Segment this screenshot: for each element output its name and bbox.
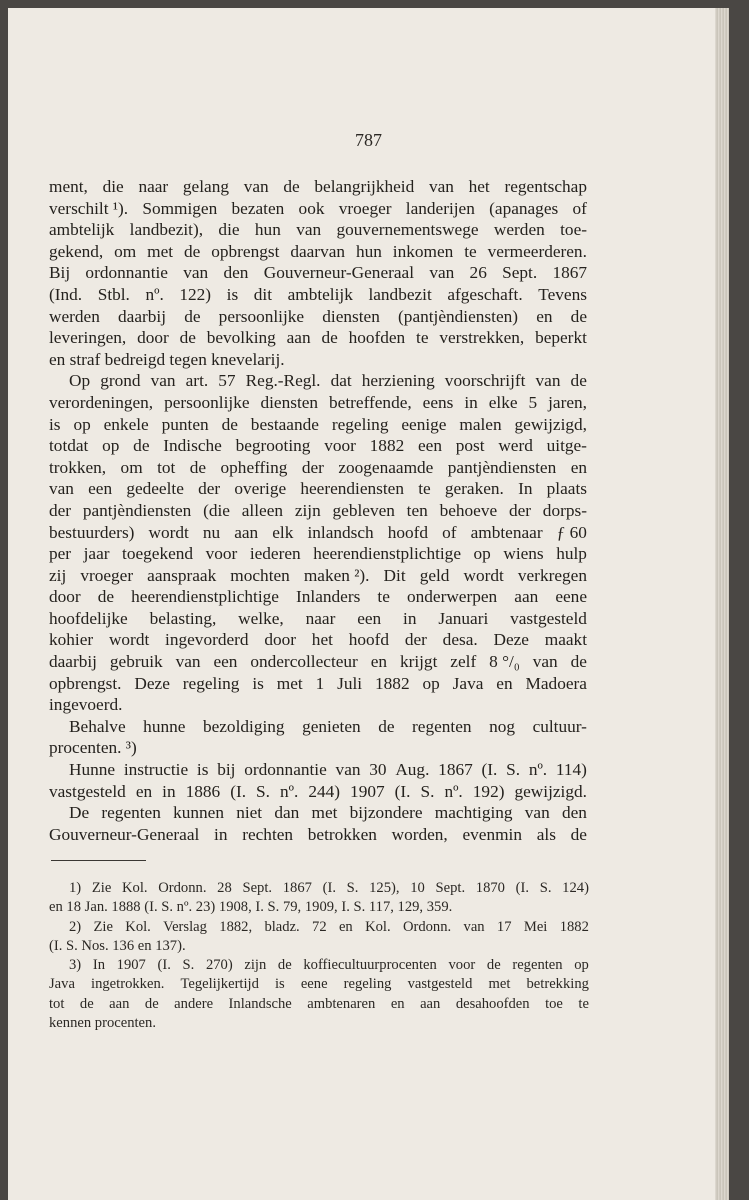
text-line: ment, die naar gelang van de belangrijkheid van het regentschap (49, 177, 587, 196)
text-line: leveringen, door de bevolking aan de hoofden te verstrekken, beperkt (49, 328, 587, 348)
text-line: verschilt ¹). Sommigen bezaten ook vroeger landerijen (apanages of (49, 198, 587, 218)
text-line: Op grond van art. 57 Reg.-Regl. dat herziening voorschrijft van de (69, 371, 587, 391)
text-line: daarbij gebruik van een ondercollecteur en krijgt zelf 8 °/₀ van de (49, 652, 587, 672)
text-line: en straf bedreigd tegen knevelarij. (49, 349, 285, 369)
text-line: verordeningen, persoonlijke diensten betreffende, eens in elke 5 jaren, (49, 392, 587, 412)
text-line: zij vroeger aanspraak mochten maken ²). Dit geld wordt verkregen (49, 565, 587, 585)
text-line: gekend, om met de opbrengst daarvan hun inkomen te vermeerderen. (49, 241, 587, 261)
text-line: per jaar toegekend voor iederen heerendienstplichtige op wiens hulp (49, 544, 587, 564)
text-line: procenten. ³) (49, 738, 137, 758)
text-line: door de heerendienstplichtige Inlanders te onderwerpen aan eene (49, 587, 587, 607)
text-line: bestuurders) wordt nu aan elk inlandsch hoofd of ambtenaar ƒ 60 (49, 522, 587, 542)
page-edge (715, 8, 729, 1200)
text-line: Behalve hunne bezoldiging genieten de regenten nog cultuur- (69, 716, 587, 736)
footnote-line: Java ingetrokken. Tegelijkertijd is eene regeling vastgesteld met betrekking (49, 976, 589, 993)
text-line: opbrengst. Deze regeling is met 1 Juli 1882 op Java en Madoera (49, 673, 587, 693)
text-line: ambtelijk landbezit), die hun van gouvernementswege werden toe- (49, 220, 587, 240)
book-page (8, 8, 729, 1200)
text-line: vastgesteld en in 1886 (I. S. nº. 244) 1907 (I. S. nº. 192) gewijzigd. (49, 781, 587, 801)
body-text (49, 176, 587, 845)
page-number: 787 (355, 130, 382, 150)
text-line: der pantjèndiensten (die alleen zijn gebleven ten behoeve der dorps- (49, 500, 587, 520)
footnote-line: 3) In 1907 (I. S. 270) zijn de koffiecultuurprocenten voor de regenten op (69, 957, 589, 974)
text-line: totdat op de Indische begrooting voor 1882 een post werd uitge- (49, 436, 587, 456)
footnote-line: (I. S. Nos. 136 en 137). (49, 937, 186, 954)
text-line: kohier wordt ingevorderd door het hoofd der desa. Deze maakt (49, 630, 587, 650)
footnote-line: kennen procenten. (49, 1015, 156, 1032)
text-line: is op enkele punten de bestaande regeling eenige malen gewijzigd, (49, 414, 587, 434)
footnote-line: en 18 Jan. 1888 (I. S. nº. 23) 1908, I. S. 79, 1909, I. S. 117, 129, 359. (49, 899, 453, 916)
footnote-line: 1) Zie Kol. Ordonn. 28 Sept. 1867 (I. S. 125), 10 Sept. 1870 (I. S. 124) (69, 880, 589, 896)
footnote-rule (51, 860, 146, 861)
text-line: De regenten kunnen niet dan met bijzondere machtiging van den (69, 803, 587, 823)
text-line: Gouverneur-Generaal in rechten betrokken worden, evenmin als de (49, 824, 587, 844)
text-line: hoofdelijke belasting, welke, naar een in Januari vastgesteld (49, 608, 587, 628)
text-line: (Ind. Stbl. nº. 122) is dit ambtelijk landbezit afgeschaft. Tevens (49, 284, 587, 304)
text-line: werden daarbij de persoonlijke diensten (pantjèndiensten) en de (49, 306, 587, 326)
text-line: van een gedeelte der overige heerendiensten te geraken. In plaats (49, 479, 587, 499)
text-line: Hunne instructie is bij ordonnantie van 30 Aug. 1867 (I. S. nº. 114) (69, 760, 587, 780)
text-line: trokken, om tot de opheffing der zoogenaamde pantjèndiensten en (49, 457, 587, 477)
text-line: Bij ordonnantie van den Gouverneur-Generaal van 26 Sept. 1867 (49, 263, 587, 283)
footnote-line: 2) Zie Kol. Verslag 1882, bladz. 72 en Kol. Ordonn. van 17 Mei 1882 (69, 918, 589, 935)
footnotes (49, 879, 589, 1033)
text-line: ingevoerd. (49, 695, 123, 715)
footnote-line: tot de aan de andere Inlandsche ambtenaren en aan desahoofden toe te (49, 995, 589, 1012)
